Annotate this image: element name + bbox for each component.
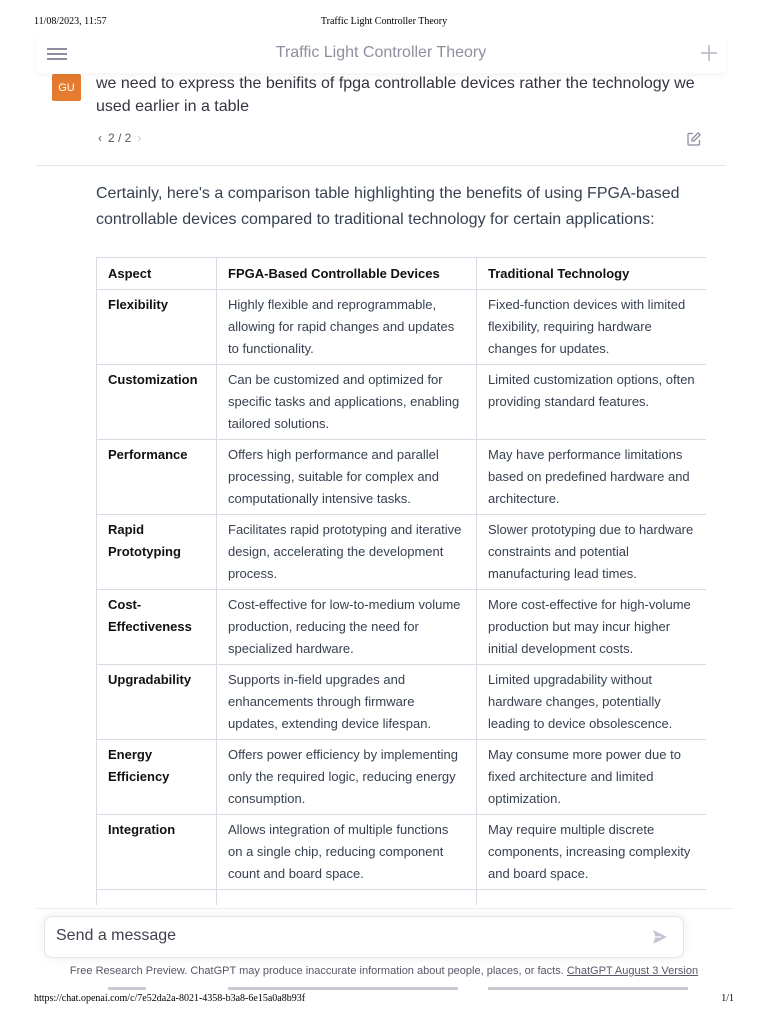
traditional-cell: May require multiple discrete components, increasing complexity and board space. bbox=[477, 815, 707, 890]
fpga-cell: Facilitates rapid prototyping and iterative design, accelerating the development process. bbox=[217, 515, 477, 590]
traditional-cell: Slower prototyping due to hardware constraints and potential manufacturing lead times. bbox=[477, 515, 707, 590]
aspect-cell: Energy Efficiency bbox=[97, 740, 217, 815]
fpga-cell: Offers high performance and parallel processing, suitable for complex and computationally intensive tasks. bbox=[217, 440, 477, 515]
user-avatar: GU bbox=[52, 74, 81, 101]
conversation-title: Traffic Light Controller Theory bbox=[275, 44, 487, 61]
print-header bbox=[0, 16, 768, 30]
table-row bbox=[97, 740, 707, 815]
traditional-cell: Limited customization options, often providing standard features. bbox=[477, 365, 707, 440]
send-icon[interactable] bbox=[651, 928, 669, 946]
traditional-cell: Limited upgradability without hardware changes, potentially leading to device obsolescence. bbox=[477, 665, 707, 740]
assistant-intro: Certainly, here's a comparison table highlighting the benefits of using FPGA-based controllable devices compared to traditional technology for certain applications: bbox=[96, 185, 680, 228]
chevron-right-icon[interactable]: › bbox=[137, 131, 142, 145]
traditional-cell: Fixed-function devices with limited flexibility, requiring hardware changes for updates. bbox=[477, 290, 707, 365]
aspect-cell: Performance bbox=[97, 440, 217, 515]
table-header-cell: Traditional Technology bbox=[477, 258, 707, 290]
disclaimer-text: Free Research Preview. ChatGPT may produce inaccurate information about people, places, or facts. bbox=[69, 965, 564, 977]
plus-icon[interactable] bbox=[700, 44, 718, 62]
table-row-partial bbox=[97, 890, 707, 906]
print-footer bbox=[0, 993, 768, 1007]
scrolled-content-remnant bbox=[96, 983, 706, 993]
aspect-cell: Rapid Prototyping bbox=[97, 515, 217, 590]
print-datetime: 11/08/2023, 11:57 bbox=[34, 16, 107, 27]
table-row bbox=[97, 290, 707, 365]
fpga-cell: Cost-effective for low-to-medium volume production, reducing the need for specialized hardware. bbox=[217, 590, 477, 665]
comparison-table bbox=[96, 257, 706, 905]
aspect-cell: Integration bbox=[97, 815, 217, 890]
top-bar bbox=[36, 35, 726, 73]
print-page-number: 1/1 bbox=[721, 993, 734, 1004]
message-pager bbox=[98, 131, 141, 145]
table-header-cell: Aspect bbox=[97, 258, 217, 290]
pager-label: 2 / 2 bbox=[108, 131, 132, 145]
fpga-cell: Highly flexible and reprogrammable, allowing for rapid changes and updates to functionality. bbox=[217, 290, 477, 365]
comparison-table-container bbox=[96, 257, 706, 905]
traditional-cell: May have performance limitations based on predefined hardware and architecture. bbox=[477, 440, 707, 515]
message-divider bbox=[36, 165, 726, 166]
traditional-cell: May consume more power due to fixed architecture and limited optimization. bbox=[477, 740, 707, 815]
chevron-left-icon[interactable]: ‹ bbox=[98, 131, 102, 145]
message-input[interactable]: Send a message bbox=[56, 927, 177, 944]
table-row bbox=[97, 590, 707, 665]
aspect-cell: Customization bbox=[97, 365, 217, 440]
edit-icon[interactable] bbox=[686, 131, 702, 147]
aspect-cell: Upgradability bbox=[97, 665, 217, 740]
table-row bbox=[97, 440, 707, 515]
fpga-cell: Can be customized and optimized for specific tasks and applications, enabling tailored solutions. bbox=[217, 365, 477, 440]
message-composer[interactable] bbox=[44, 916, 684, 958]
table-row bbox=[97, 365, 707, 440]
table-header-row bbox=[97, 258, 707, 290]
aspect-cell: Flexibility bbox=[97, 290, 217, 365]
table-row bbox=[97, 815, 707, 890]
table-header-cell: FPGA-Based Controllable Devices bbox=[217, 258, 477, 290]
traditional-cell: More cost-effective for high-volume production but may incur higher initial development costs. bbox=[477, 590, 707, 665]
table-row bbox=[97, 665, 707, 740]
print-title: Traffic Light Controller Theory bbox=[320, 16, 448, 27]
footer-disclaimer bbox=[0, 965, 768, 977]
fpga-cell: Allows integration of multiple functions on a single chip, reducing component count and board space. bbox=[217, 815, 477, 890]
version-link[interactable]: ChatGPT August 3 Version bbox=[566, 965, 699, 977]
table-row bbox=[97, 515, 707, 590]
user-message: we need to express the benifits of fpga controllable devices rather the technology we used earlier in a table bbox=[96, 75, 695, 115]
fpga-cell: Offers power efficiency by implementing only the required logic, reducing energy consumption. bbox=[217, 740, 477, 815]
print-url: https://chat.openai.com/c/7e52da2a-8021-4358-b3a8-6e15a0a8b93f bbox=[34, 993, 306, 1004]
fpga-cell: Supports in-field upgrades and enhancements through firmware updates, extending device lifespan. bbox=[217, 665, 477, 740]
aspect-cell: Cost-Effectiveness bbox=[97, 590, 217, 665]
